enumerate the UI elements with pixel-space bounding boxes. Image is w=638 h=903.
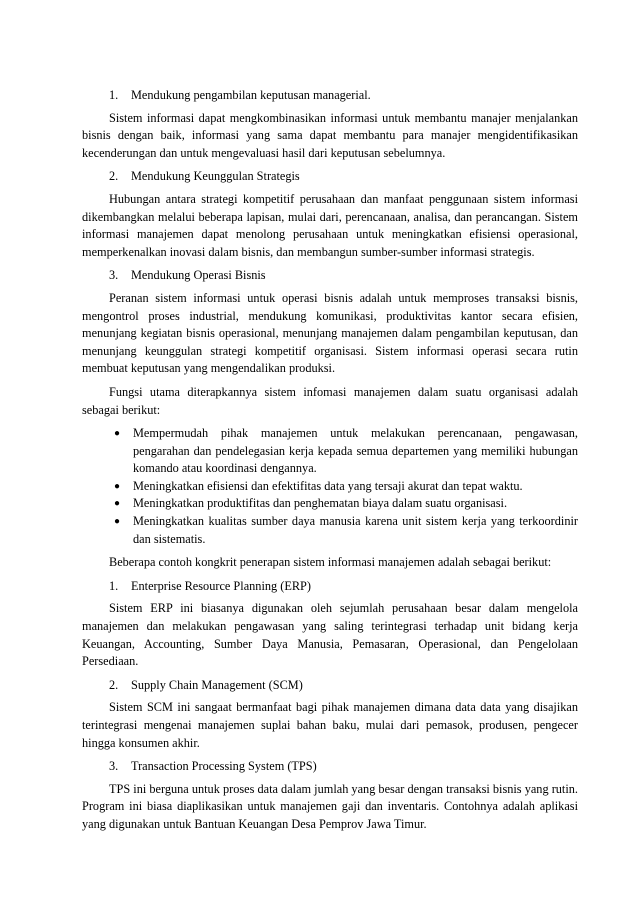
- example-title: Transaction Processing System (TPS): [131, 759, 317, 774]
- example-paragraph: TPS ini berguna untuk proses data dalam jumlah yang besar dengan transaksi bisnis yang rutin. Program ini biasa diaplikasikan untuk manajemen gaji dan inventaris. Contohnya adalah aplikasi yang digunakan untuk Bantuan Keuangan Desa Pemprov Jawa Timur.: [82, 781, 578, 831]
- bullet-icon: ●: [114, 498, 121, 510]
- section-paragraph: Hubungan antara strategi kompetitif perusahaan dan manfaat penggunaan sistem informasi dikembangkan melalui beberapa lapisan, mulai dari, perencanaan, analisa, dan perancangan. Sistem informasi manajemen dapat menolong perusahaan untuk meningkatkan efisiensi operasional, memperkenalkan inovasi dalam bisnis, dan membangun sumber-sumber informasi strategis.: [82, 191, 578, 259]
- bullet-icon: ●: [114, 428, 121, 440]
- example-number: 1.: [109, 578, 119, 593]
- section-title: Mendukung Operasi Bisnis: [131, 268, 266, 283]
- list-item-text: Meningkatkan kualitas sumber daya manusia karena unit sistem kerja yang terkoordinir dan sistematis.: [133, 514, 578, 546]
- list-item-text: Meningkatkan efisiensi dan efektifitas data yang tersaji akurat dan tepat waktu.: [133, 478, 523, 493]
- section-title: Mendukung pengambilan keputusan managerial.: [131, 88, 371, 102]
- section-number: 1.: [109, 88, 119, 102]
- section-heading: [82, 267, 578, 285]
- bullet-icon: ●: [114, 516, 121, 528]
- section-heading: [82, 87, 578, 105]
- example-number: 2.: [109, 677, 119, 692]
- section-paragraph: Sistem informasi dapat mengkombinasikan informasi untuk membantu manajer menjalankan bisnis dengan baik, informasi yang sama dapat membantu para manajer mengidentifikasikan kecenderungan dan untuk mengevaluasi hasil dari keputusan sebelumnya.: [82, 110, 578, 160]
- functions-intro: Fungsi utama diterapkannya sistem infomasi manajemen dalam suatu organisasi adalah sebagai berikut:: [82, 384, 578, 417]
- document-page: [82, 87, 578, 840]
- example-title: Enterprise Resource Planning (ERP): [131, 578, 311, 593]
- section-number: 2.: [109, 169, 119, 184]
- section-number: 3.: [109, 268, 119, 283]
- example-title: Supply Chain Management (SCM): [131, 677, 303, 692]
- list-item: [82, 495, 578, 513]
- list-item: [82, 513, 578, 548]
- list-item-text: Meningkatkan produktifitas dan penghematan biaya dalam suatu organisasi.: [133, 496, 508, 511]
- examples-intro: Beberapa contoh kongkrit penerapan sistem informasi manajemen adalah sebagai berikut:: [109, 555, 552, 570]
- example-paragraph: Sistem SCM ini sangaat bermanfaat bagi pihak manajemen dimana data data yang disajikan terintegrasi mengenai manajemen suplai bahan baku, mulai dari pemasok, produsen, pengecer hingga konsumen akhir.: [82, 700, 578, 750]
- example-paragraph: Sistem ERP ini biasanya digunakan oleh sejumlah perusahaan besar dalam mengelola manajemen dan melakukan pengawasan yang saling terintegrasi terhadap unit bidang kerja Keuangan, Accounting, Sumber Daya Manusia, Pemasaran, Operasional, dan Pengelolaan Persediaan.: [82, 601, 578, 669]
- example-heading: [82, 578, 578, 596]
- list-item: [82, 425, 578, 478]
- list-item-text: Mempermudah pihak manajemen untuk melakukan perencanaan, pengawasan, pengarahan dan pendelegasian kerja kepada semua departemen yang memiliki hubungan komando atau koordinasi dengannya.: [133, 426, 578, 476]
- functions-list: [82, 425, 578, 548]
- example-heading: [82, 758, 578, 776]
- bullet-icon: ●: [114, 480, 121, 492]
- list-item: [82, 478, 578, 496]
- example-number: 3.: [109, 759, 119, 774]
- section-title: Mendukung Keunggulan Strategis: [131, 169, 300, 184]
- example-heading: [82, 677, 578, 695]
- section-heading: [82, 168, 578, 186]
- section-paragraph: Peranan sistem informasi untuk operasi bisnis adalah untuk memproses transaksi bisnis, mengontrol proses industrial, mendukung komunikasi, produktivitas kantor secara efisien, menunjang kegiatan bisnis operasional, menunjang manajemen dalam pengambilan keputusan, dan menunjang keunggulan strategi kompetitif organisasi. Sistem informasi operasi secara rutin membuat keputusan yang mengendalikan produksi.: [82, 290, 578, 376]
